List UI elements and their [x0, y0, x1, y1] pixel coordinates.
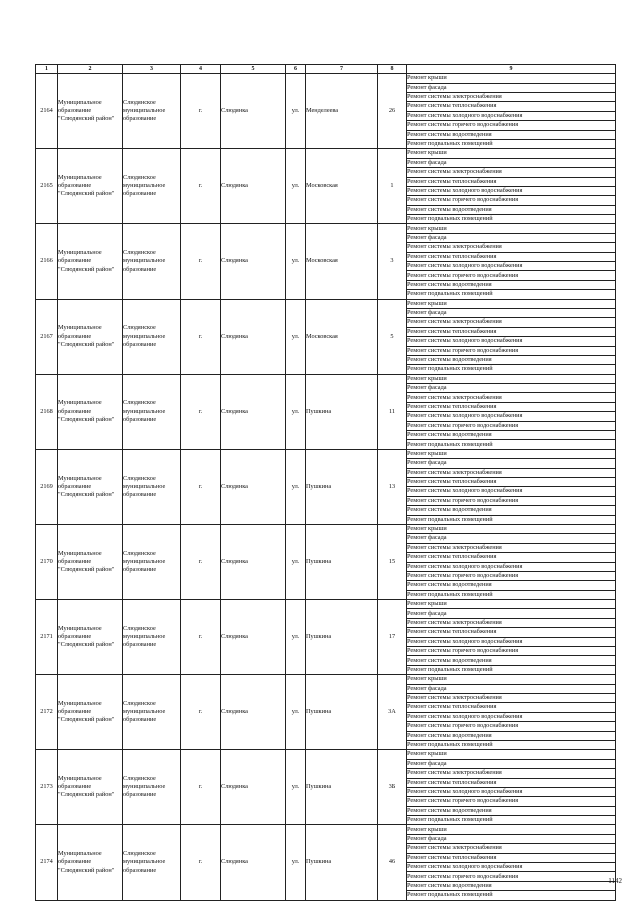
- register-table: [35, 64, 616, 901]
- street-name: Московская: [306, 299, 378, 374]
- work-type: Ремонт системы холодного водоснабжения: [407, 863, 616, 872]
- work-type: Ремонт крыши: [407, 74, 616, 83]
- work-type: Ремонт фасада: [407, 233, 616, 242]
- building-record-row: [36, 449, 616, 458]
- locality-name: Слюдянка: [221, 524, 286, 599]
- column-header-8: 8: [378, 65, 407, 74]
- work-type: Ремонт системы электроснабжения: [407, 393, 616, 402]
- house-number: 15: [378, 524, 407, 599]
- settlement-name: Слюдянское муниципальное образование: [123, 825, 181, 900]
- municipal-district: Муниципальное образование "Слюдянский район": [58, 750, 123, 825]
- work-type: Ремонт системы холодного водоснабжения: [407, 111, 616, 120]
- municipal-district: Муниципальное образование "Слюдянский район": [58, 149, 123, 224]
- settlement-name: Слюдянское муниципальное образование: [123, 74, 181, 149]
- column-header-2: 2: [58, 65, 123, 74]
- settlement-name: Слюдянское муниципальное образование: [123, 224, 181, 299]
- column-header-6: 6: [286, 65, 306, 74]
- municipal-district: Муниципальное образование "Слюдянский район": [58, 299, 123, 374]
- building-record-row: [36, 750, 616, 759]
- municipal-district: Муниципальное образование "Слюдянский район": [58, 524, 123, 599]
- street-name: Пушкина: [306, 600, 378, 675]
- work-type: Ремонт подвальных помещений: [407, 891, 616, 900]
- work-type: Ремонт системы теплоснабжения: [407, 177, 616, 186]
- work-type: Ремонт системы электроснабжения: [407, 92, 616, 101]
- work-type: Ремонт системы водоотведения: [407, 731, 616, 740]
- locality-name: Слюдянка: [221, 600, 286, 675]
- locality-name: Слюдянка: [221, 149, 286, 224]
- work-type: Ремонт системы водоотведения: [407, 130, 616, 139]
- work-type: Ремонт системы электроснабжения: [407, 243, 616, 252]
- locality-name: Слюдянка: [221, 449, 286, 524]
- work-type: Ремонт системы электроснабжения: [407, 318, 616, 327]
- work-type: Ремонт системы холодного водоснабжения: [407, 712, 616, 721]
- work-type: Ремонт крыши: [407, 675, 616, 684]
- locality-type: г.: [181, 524, 221, 599]
- work-type: Ремонт подвальных помещений: [407, 139, 616, 148]
- work-type: Ремонт крыши: [407, 299, 616, 308]
- street-type: ул.: [286, 149, 306, 224]
- locality-name: Слюдянка: [221, 825, 286, 900]
- work-type: Ремонт фасада: [407, 834, 616, 843]
- work-type: Ремонт фасада: [407, 158, 616, 167]
- street-name: Пушкина: [306, 449, 378, 524]
- street-name: Пушкина: [306, 675, 378, 750]
- locality-type: г.: [181, 374, 221, 449]
- record-number: 2167: [36, 299, 58, 374]
- work-type: Ремонт подвальных помещений: [407, 816, 616, 825]
- work-type: Ремонт крыши: [407, 524, 616, 533]
- settlement-name: Слюдянское муниципальное образование: [123, 600, 181, 675]
- work-type: Ремонт системы холодного водоснабжения: [407, 412, 616, 421]
- street-type: ул.: [286, 374, 306, 449]
- locality-name: Слюдянка: [221, 74, 286, 149]
- house-number: 13: [378, 449, 407, 524]
- work-type: Ремонт подвальных помещений: [407, 590, 616, 599]
- register-body: [36, 74, 616, 900]
- work-type: Ремонт системы водоотведения: [407, 506, 616, 515]
- work-type: Ремонт системы водоотведения: [407, 581, 616, 590]
- work-type: Ремонт фасада: [407, 308, 616, 317]
- work-type: Ремонт системы электроснабжения: [407, 543, 616, 552]
- settlement-name: Слюдянское муниципальное образование: [123, 524, 181, 599]
- work-type: Ремонт системы теплоснабжения: [407, 853, 616, 862]
- street-name: Пушкина: [306, 374, 378, 449]
- work-type: Ремонт фасада: [407, 83, 616, 92]
- work-type: Ремонт системы холодного водоснабжения: [407, 186, 616, 195]
- work-type: Ремонт системы холодного водоснабжения: [407, 487, 616, 496]
- street-type: ул.: [286, 299, 306, 374]
- work-type: Ремонт подвальных помещений: [407, 365, 616, 374]
- record-number: 2171: [36, 600, 58, 675]
- building-record-row: [36, 600, 616, 609]
- street-type: ул.: [286, 524, 306, 599]
- municipal-district: Муниципальное образование "Слюдянский район": [58, 449, 123, 524]
- street-type: ул.: [286, 675, 306, 750]
- settlement-name: Слюдянское муниципальное образование: [123, 675, 181, 750]
- house-number: 3А: [378, 675, 407, 750]
- house-number: 1: [378, 149, 407, 224]
- work-type: Ремонт подвальных помещений: [407, 740, 616, 749]
- record-number: 2168: [36, 374, 58, 449]
- house-number: 3: [378, 224, 407, 299]
- building-record-row: [36, 825, 616, 834]
- street-name: Пушкина: [306, 750, 378, 825]
- municipal-district: Муниципальное образование "Слюдянский район": [58, 374, 123, 449]
- municipal-district: Муниципальное образование "Слюдянский район": [58, 600, 123, 675]
- work-type: Ремонт системы холодного водоснабжения: [407, 637, 616, 646]
- work-type: Ремонт системы водоотведения: [407, 806, 616, 815]
- work-type: Ремонт системы горячего водоснабжения: [407, 346, 616, 355]
- settlement-name: Слюдянское муниципальное образование: [123, 750, 181, 825]
- locality-type: г.: [181, 74, 221, 149]
- building-record-row: [36, 74, 616, 83]
- work-type: Ремонт фасада: [407, 759, 616, 768]
- work-type: Ремонт крыши: [407, 149, 616, 158]
- column-number-row: [36, 65, 616, 74]
- house-number: 11: [378, 374, 407, 449]
- municipal-district: Муниципальное образование "Слюдянский район": [58, 675, 123, 750]
- settlement-name: Слюдянское муниципальное образование: [123, 374, 181, 449]
- street-type: ул.: [286, 449, 306, 524]
- work-type: Ремонт системы электроснабжения: [407, 468, 616, 477]
- street-type: ул.: [286, 750, 306, 825]
- building-record-row: [36, 374, 616, 383]
- work-type: Ремонт крыши: [407, 825, 616, 834]
- work-type: Ремонт крыши: [407, 374, 616, 383]
- work-type: Ремонт подвальных помещений: [407, 290, 616, 299]
- page-number: 1142: [608, 877, 622, 885]
- record-number: 2165: [36, 149, 58, 224]
- work-type: Ремонт системы теплоснабжения: [407, 778, 616, 787]
- work-type: Ремонт крыши: [407, 449, 616, 458]
- work-type: Ремонт системы водоотведения: [407, 205, 616, 214]
- locality-type: г.: [181, 149, 221, 224]
- locality-name: Слюдянка: [221, 224, 286, 299]
- record-number: 2169: [36, 449, 58, 524]
- locality-name: Слюдянка: [221, 374, 286, 449]
- locality-type: г.: [181, 750, 221, 825]
- work-type: Ремонт системы горячего водоснабжения: [407, 271, 616, 280]
- record-number: 2173: [36, 750, 58, 825]
- work-type: Ремонт системы теплоснабжения: [407, 252, 616, 261]
- work-type: Ремонт крыши: [407, 750, 616, 759]
- locality-type: г.: [181, 449, 221, 524]
- locality-type: г.: [181, 675, 221, 750]
- column-header-9: 9: [407, 65, 616, 74]
- street-name: Менделеева: [306, 74, 378, 149]
- settlement-name: Слюдянское муниципальное образование: [123, 449, 181, 524]
- work-type: Ремонт системы горячего водоснабжения: [407, 421, 616, 430]
- municipal-district: Муниципальное образование "Слюдянский район": [58, 224, 123, 299]
- work-type: Ремонт фасада: [407, 684, 616, 693]
- work-type: Ремонт системы горячего водоснабжения: [407, 121, 616, 130]
- locality-name: Слюдянка: [221, 299, 286, 374]
- building-record-row: [36, 299, 616, 308]
- work-type: Ремонт системы горячего водоснабжения: [407, 797, 616, 806]
- work-type: Ремонт системы электроснабжения: [407, 693, 616, 702]
- work-type: Ремонт системы теплоснабжения: [407, 628, 616, 637]
- locality-type: г.: [181, 600, 221, 675]
- settlement-name: Слюдянское муниципальное образование: [123, 299, 181, 374]
- work-type: Ремонт подвальных помещений: [407, 665, 616, 674]
- street-type: ул.: [286, 825, 306, 900]
- building-record-row: [36, 224, 616, 233]
- column-header-1: 1: [36, 65, 58, 74]
- house-number: 46: [378, 825, 407, 900]
- settlement-name: Слюдянское муниципальное образование: [123, 149, 181, 224]
- building-record-row: [36, 524, 616, 533]
- house-number: 17: [378, 600, 407, 675]
- work-type: Ремонт системы электроснабжения: [407, 844, 616, 853]
- work-type: Ремонт системы водоотведения: [407, 355, 616, 364]
- street-name: Московская: [306, 224, 378, 299]
- work-type: Ремонт системы горячего водоснабжения: [407, 496, 616, 505]
- work-type: Ремонт системы теплоснабжения: [407, 703, 616, 712]
- work-type: Ремонт системы горячего водоснабжения: [407, 872, 616, 881]
- work-type: Ремонт фасада: [407, 609, 616, 618]
- work-type: Ремонт фасада: [407, 384, 616, 393]
- work-type: Ремонт фасада: [407, 534, 616, 543]
- work-type: Ремонт системы горячего водоснабжения: [407, 196, 616, 205]
- work-type: Ремонт системы холодного водоснабжения: [407, 262, 616, 271]
- locality-name: Слюдянка: [221, 750, 286, 825]
- street-type: ул.: [286, 224, 306, 299]
- work-type: Ремонт крыши: [407, 224, 616, 233]
- record-number: 2170: [36, 524, 58, 599]
- locality-name: Слюдянка: [221, 675, 286, 750]
- column-header-7: 7: [306, 65, 378, 74]
- work-type: Ремонт системы холодного водоснабжения: [407, 337, 616, 346]
- work-type: Ремонт системы теплоснабжения: [407, 478, 616, 487]
- work-type: Ремонт системы водоотведения: [407, 656, 616, 665]
- work-type: Ремонт крыши: [407, 600, 616, 609]
- work-type: Ремонт подвальных помещений: [407, 440, 616, 449]
- column-header-4: 4: [181, 65, 221, 74]
- column-header-5: 5: [221, 65, 286, 74]
- street-type: ул.: [286, 74, 306, 149]
- street-name: Пушкина: [306, 825, 378, 900]
- work-type: Ремонт системы электроснабжения: [407, 769, 616, 778]
- work-type: Ремонт подвальных помещений: [407, 215, 616, 224]
- work-type: Ремонт системы водоотведения: [407, 280, 616, 289]
- street-name: Пушкина: [306, 524, 378, 599]
- work-type: Ремонт системы теплоснабжения: [407, 402, 616, 411]
- work-type: Ремонт системы холодного водоснабжения: [407, 787, 616, 796]
- work-type: Ремонт системы холодного водоснабжения: [407, 562, 616, 571]
- work-type: Ремонт подвальных помещений: [407, 515, 616, 524]
- work-type: Ремонт системы водоотведения: [407, 431, 616, 440]
- column-header-3: 3: [123, 65, 181, 74]
- record-number: 2164: [36, 74, 58, 149]
- record-number: 2172: [36, 675, 58, 750]
- record-number: 2166: [36, 224, 58, 299]
- work-type: Ремонт системы горячего водоснабжения: [407, 571, 616, 580]
- locality-type: г.: [181, 299, 221, 374]
- house-number: 5: [378, 299, 407, 374]
- building-record-row: [36, 675, 616, 684]
- street-name: Московская: [306, 149, 378, 224]
- locality-type: г.: [181, 825, 221, 900]
- work-type: Ремонт системы водоотведения: [407, 881, 616, 890]
- house-number: 3Б: [378, 750, 407, 825]
- work-type: Ремонт системы теплоснабжения: [407, 102, 616, 111]
- work-type: Ремонт системы горячего водоснабжения: [407, 647, 616, 656]
- work-type: Ремонт системы электроснабжения: [407, 618, 616, 627]
- municipal-district: Муниципальное образование "Слюдянский район": [58, 74, 123, 149]
- locality-type: г.: [181, 224, 221, 299]
- building-record-row: [36, 149, 616, 158]
- street-type: ул.: [286, 600, 306, 675]
- municipal-district: Муниципальное образование "Слюдянский район": [58, 825, 123, 900]
- work-type: Ремонт фасада: [407, 459, 616, 468]
- work-type: Ремонт системы электроснабжения: [407, 168, 616, 177]
- record-number: 2174: [36, 825, 58, 900]
- work-type: Ремонт системы горячего водоснабжения: [407, 722, 616, 731]
- work-type: Ремонт системы теплоснабжения: [407, 553, 616, 562]
- house-number: 26: [378, 74, 407, 149]
- work-type: Ремонт системы теплоснабжения: [407, 327, 616, 336]
